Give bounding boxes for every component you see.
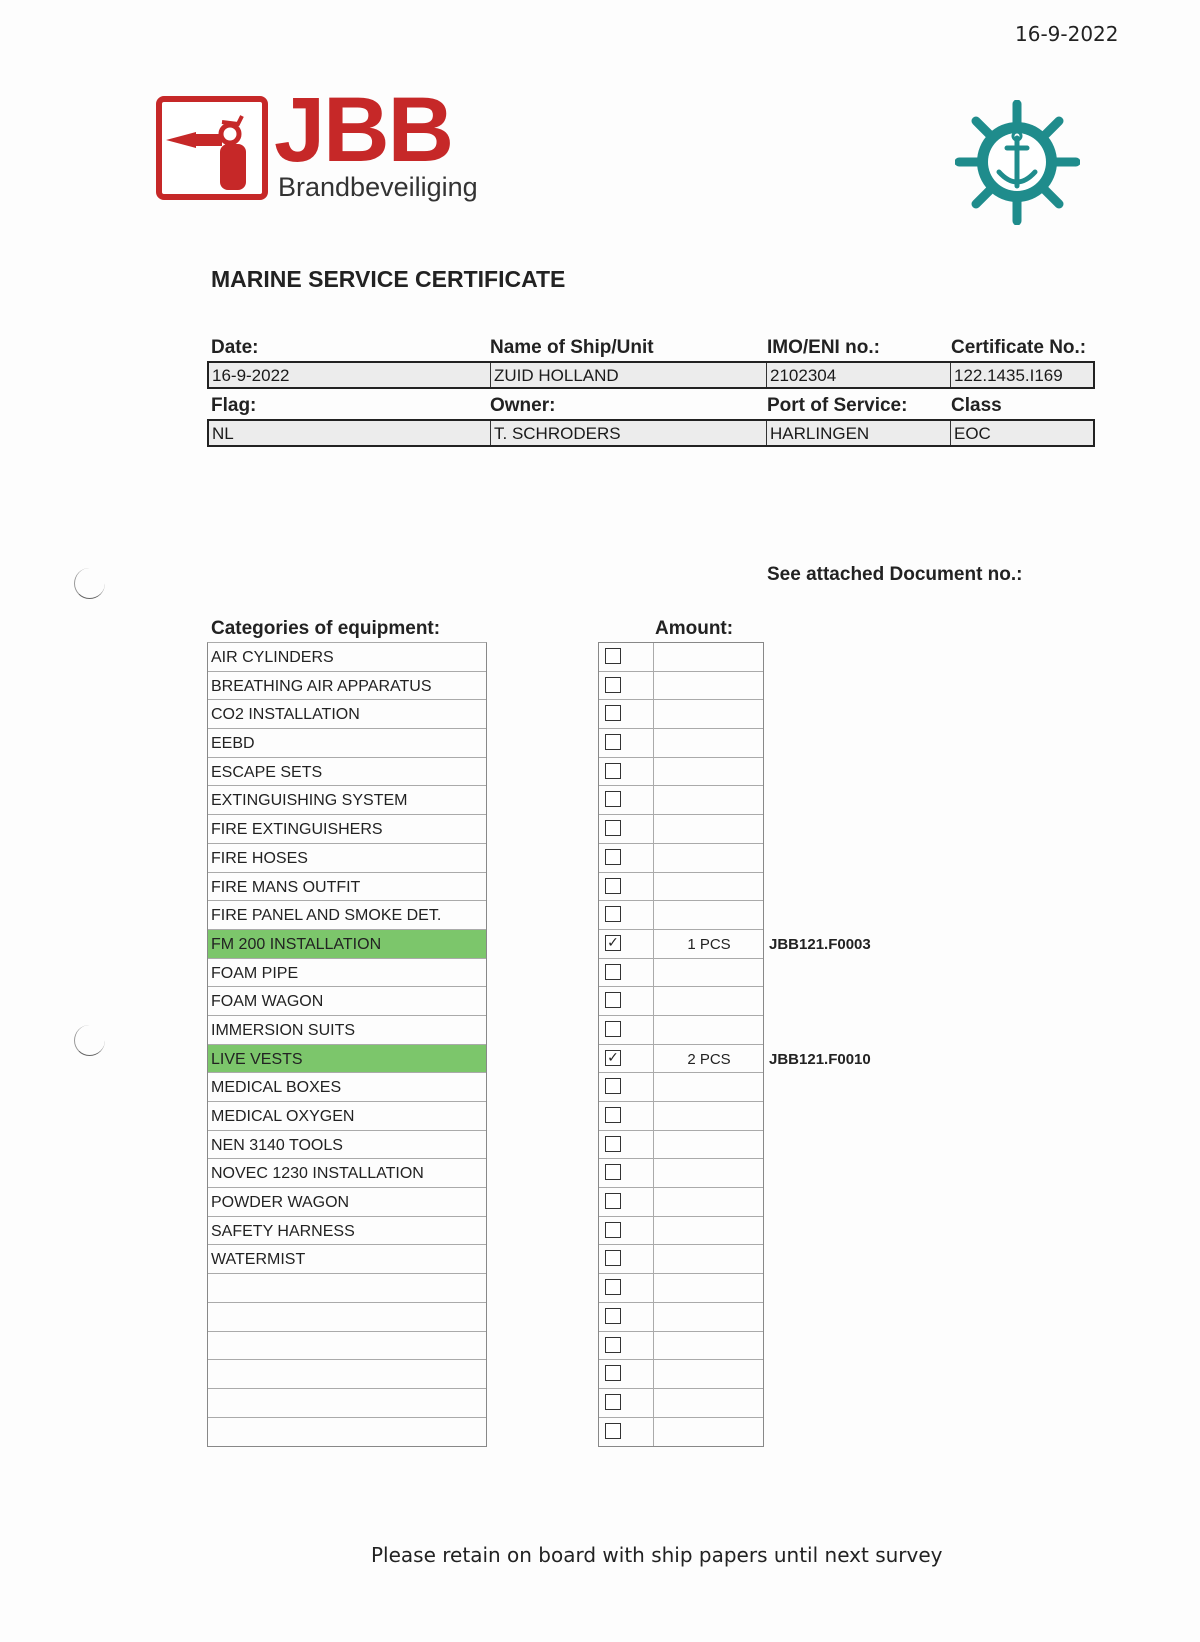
column-divider (653, 815, 654, 843)
equipment-row: POWDER WAGON (208, 1188, 486, 1217)
equipment-checkbox[interactable] (605, 1107, 621, 1123)
amount-row (599, 1418, 763, 1447)
punch-hole-mark (74, 568, 105, 599)
logo-tagline: Brandbeveiliging (278, 172, 478, 202)
amount-row (599, 1303, 763, 1332)
equipment-checkbox[interactable] (605, 1337, 621, 1353)
column-divider (653, 1188, 654, 1216)
column-divider (653, 786, 654, 814)
amount-row (599, 700, 763, 729)
amount-row (599, 1188, 763, 1217)
equipment-checkbox[interactable] (605, 1193, 621, 1209)
equipment-row: FOAM PIPE (208, 959, 486, 988)
label-imo: IMO/ENI no.: (767, 337, 880, 358)
equipment-checkbox[interactable] (605, 1164, 621, 1180)
equipment-row: NOVEC 1230 INSTALLATION (208, 1159, 486, 1188)
logo-letters: JBB (274, 79, 453, 181)
equipment-checkbox[interactable] (605, 992, 621, 1008)
column-divider (653, 959, 654, 987)
equipment-row: NEN 3140 TOOLS (208, 1131, 486, 1160)
amount-row (599, 1102, 763, 1131)
amount-row (599, 873, 763, 902)
equipment-row: EEBD (208, 729, 486, 758)
column-divider (653, 1303, 654, 1331)
equipment-row (208, 1274, 486, 1303)
amount-row (599, 1389, 763, 1418)
document-reference: JBB121.F0003 (769, 935, 871, 953)
amount-row (599, 786, 763, 815)
equipment-row: MEDICAL OXYGEN (208, 1102, 486, 1131)
equipment-category-list (207, 642, 487, 1447)
equipment-row: LIVE VESTS (208, 1045, 486, 1074)
amount-row (599, 1245, 763, 1274)
categories-header: Categories of equipment: (211, 618, 441, 639)
equipment-checkbox[interactable]: ✓ (605, 1050, 621, 1066)
amount-row (599, 1332, 763, 1361)
amount-row (599, 901, 763, 930)
equipment-row: ESCAPE SETS (208, 758, 486, 787)
equipment-checkbox[interactable] (605, 820, 621, 836)
punch-hole-mark (74, 1025, 105, 1056)
amount-row (599, 1159, 763, 1188)
info-values-row-1 (207, 361, 1095, 389)
equipment-checkbox[interactable] (605, 677, 621, 693)
column-divider (653, 672, 654, 700)
column-divider (653, 729, 654, 757)
amount-row (599, 987, 763, 1016)
amount-row (599, 643, 763, 672)
label-date: Date: (211, 337, 259, 358)
equipment-row: FOAM WAGON (208, 987, 486, 1016)
label-class: Class (951, 395, 1002, 416)
amount-row (599, 758, 763, 787)
equipment-row: AIR CYLINDERS (208, 643, 486, 672)
equipment-checkbox[interactable] (605, 906, 621, 922)
class-value: EOC (950, 421, 1093, 445)
amount-value: 2 PCS (687, 1050, 731, 1068)
company-logo (156, 79, 496, 207)
header-date: 16-9-2022 (1015, 22, 1119, 46)
equipment-checkbox[interactable] (605, 1021, 621, 1037)
amount-row (599, 672, 763, 701)
column-divider (653, 844, 654, 872)
equipment-amount-grid (598, 642, 871, 1447)
amount-value: 1 PCS (687, 935, 731, 953)
equipment-row: WATERMIST (208, 1245, 486, 1274)
equipment-checkbox[interactable] (605, 1308, 621, 1324)
equipment-row (208, 1360, 486, 1389)
equipment-row: MEDICAL BOXES (208, 1073, 486, 1102)
amount-row (599, 1016, 763, 1045)
column-divider (653, 758, 654, 786)
equipment-row: SAFETY HARNESS (208, 1217, 486, 1246)
equipment-row: FIRE EXTINGUISHERS (208, 815, 486, 844)
column-divider (653, 1016, 654, 1044)
see-attached-label: See attached Document no.: (767, 564, 1023, 585)
date-value: 16-9-2022 (212, 366, 290, 385)
column-divider (653, 873, 654, 901)
equipment-checkbox[interactable] (605, 849, 621, 865)
equipment-checkbox[interactable] (605, 705, 621, 721)
column-divider (653, 901, 654, 929)
ship-name-value: ZUID HOLLAND (490, 363, 766, 387)
column-divider (653, 1360, 654, 1388)
amount-row (599, 815, 763, 844)
column-divider (653, 1389, 654, 1417)
amount-row (599, 1274, 763, 1303)
port-of-service-value: HARLINGEN (766, 421, 950, 445)
equipment-checkbox[interactable] (605, 763, 621, 779)
column-divider (653, 1131, 654, 1159)
ship-wheel-anchor-icon (955, 100, 1080, 225)
column-divider (653, 1073, 654, 1101)
amount-row (599, 1360, 763, 1389)
imo-value: 2102304 (766, 363, 950, 387)
equipment-row: EXTINGUISHING SYSTEM (208, 786, 486, 815)
equipment-checkbox[interactable] (605, 1365, 621, 1381)
amount-row (599, 1045, 871, 1074)
column-divider (653, 1217, 654, 1245)
fire-extinguisher-icon (156, 96, 268, 200)
column-divider (653, 1418, 654, 1447)
certificate-no-value: 122.1435.I169 (950, 363, 1093, 387)
equipment-checkbox[interactable] (605, 791, 621, 807)
equipment-row (208, 1418, 486, 1447)
amount-row (599, 1073, 763, 1102)
equipment-checkbox[interactable] (605, 1136, 621, 1152)
equipment-checkbox[interactable] (605, 1222, 621, 1238)
column-divider (653, 987, 654, 1015)
flag-value: NL (212, 424, 234, 443)
column-divider (653, 1332, 654, 1360)
amount-row (599, 930, 871, 959)
equipment-checkbox[interactable] (605, 964, 621, 980)
equipment-checkbox[interactable] (605, 734, 621, 750)
column-divider (653, 1159, 654, 1187)
equipment-row (208, 1303, 486, 1332)
page-title: MARINE SERVICE CERTIFICATE (211, 266, 566, 292)
equipment-checkbox[interactable] (605, 1423, 621, 1439)
footer-note: Please retain on board with ship papers until next survey (371, 1543, 943, 1567)
equipment-row: IMMERSION SUITS (208, 1016, 486, 1045)
amount-row (599, 1131, 763, 1160)
equipment-checkbox[interactable] (605, 1078, 621, 1094)
label-certificate-no: Certificate No.: (951, 337, 1087, 358)
equipment-row: FM 200 INSTALLATION (208, 930, 486, 959)
column-divider (653, 1274, 654, 1302)
equipment-row: FIRE MANS OUTFIT (208, 873, 486, 902)
equipment-checkbox[interactable]: ✓ (605, 935, 621, 951)
label-owner: Owner: (490, 395, 556, 416)
amount-row (599, 1217, 763, 1246)
equipment-row (208, 1389, 486, 1418)
label-flag: Flag: (211, 395, 257, 416)
equipment-checkbox[interactable] (605, 1250, 621, 1266)
equipment-checkbox[interactable] (605, 1279, 621, 1295)
equipment-row: FIRE PANEL AND SMOKE DET. (208, 901, 486, 930)
label-port-of-service: Port of Service: (767, 395, 908, 416)
document-reference: JBB121.F0010 (769, 1050, 871, 1068)
column-divider (653, 643, 654, 671)
equipment-row: BREATHING AIR APPARATUS (208, 672, 486, 701)
equipment-checkbox[interactable] (605, 648, 621, 664)
info-values-row-2 (207, 419, 1095, 447)
equipment-row: CO2 INSTALLATION (208, 700, 486, 729)
column-divider (653, 1245, 654, 1273)
amount-row (599, 844, 763, 873)
column-divider (653, 1102, 654, 1130)
owner-value: T. SCHRODERS (490, 421, 766, 445)
equipment-checkbox[interactable] (605, 1394, 621, 1410)
equipment-row: FIRE HOSES (208, 844, 486, 873)
column-divider (653, 700, 654, 728)
equipment-row (208, 1332, 486, 1361)
amount-row (599, 729, 763, 758)
amount-row (599, 959, 763, 988)
equipment-checkbox[interactable] (605, 878, 621, 894)
label-ship-name: Name of Ship/Unit (490, 337, 654, 358)
amount-header: Amount: (655, 618, 734, 639)
